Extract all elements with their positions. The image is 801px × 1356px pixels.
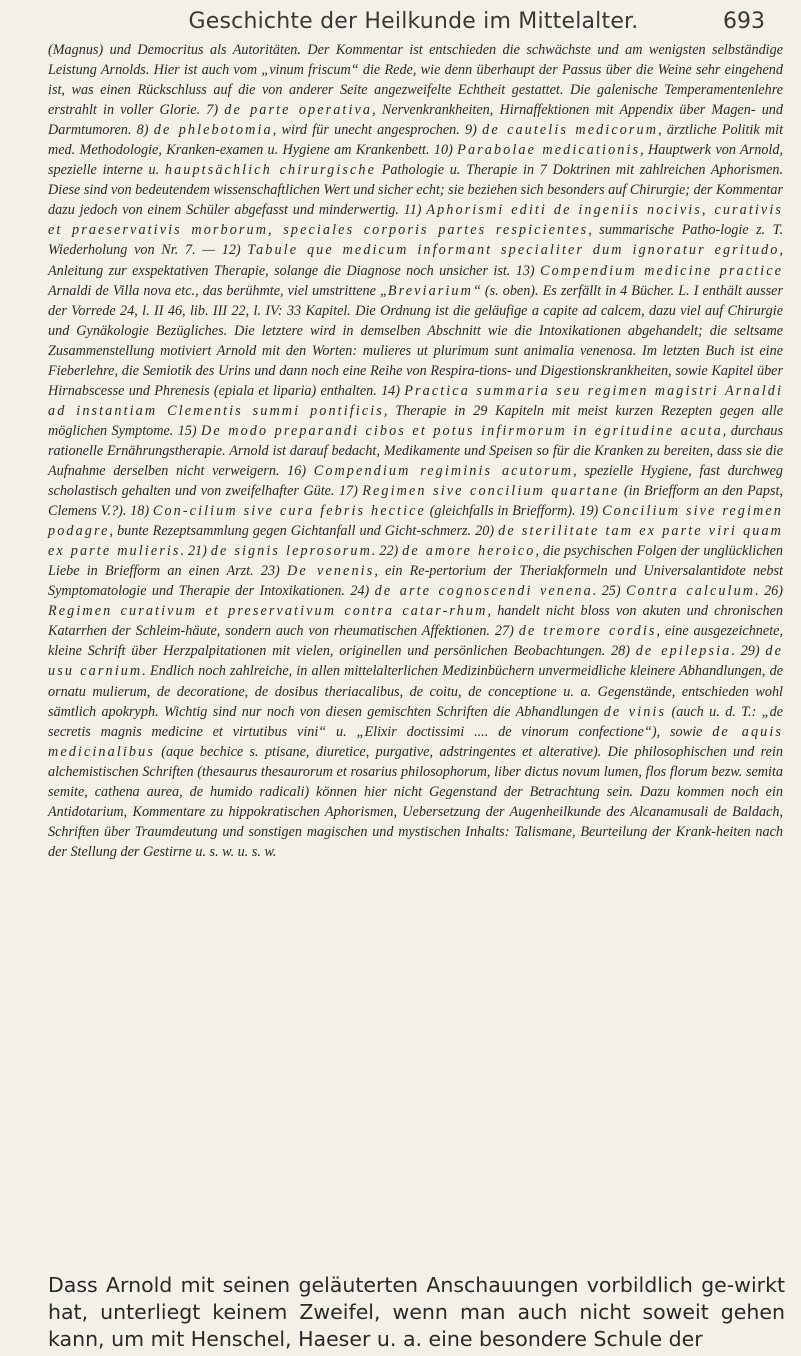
main-paragraph: Dass Arnold mit seinen geläuterten Anschauungen vorbildlich ge-wirkt hat, unterliegt keinem Zweifel, wenn man auch nicht soweit gehen kann, um mit Henschel, Haeser u. a. eine besondere Schule der xyxy=(48,1273,785,1351)
text-segment: Pathologie u. Therapie in 7 Doktrinen mit zahlreichen Aphorismen. Diese sind von bedeutendem wissenschaftlichen Wert und sicher echt; sie beziehen sich besonders auf Chirurgie; der Kommentar dazu jedoch von einem Schüler abgefasst und minderwertig. 11) xyxy=(48,162,784,219)
spaced-title-segment: de tremore cordis xyxy=(518,623,657,640)
spaced-title-segment: Regimen curativum et preservativum contra catar-rhum xyxy=(48,603,488,620)
text-segment: . 26) xyxy=(755,583,783,600)
running-title: Geschichte der Heilkunde im Mittelalter. xyxy=(188,8,639,34)
text-segment: , Hauptwerk von Arnold, spezielle interne u. xyxy=(48,142,784,179)
spaced-title-segment: De venenis xyxy=(287,563,375,580)
text-segment: , die psychischen Folgen der unglücklichen Liebe in Briefform an einen Arzt. 23) xyxy=(48,543,783,580)
spaced-title-segment: de signis leprosorum xyxy=(210,543,372,560)
text-segment: Arnaldi de Villa nova etc., das berühmte, viel umstrittene „ xyxy=(48,282,388,299)
spaced-title-segment: de phlebotomia xyxy=(153,122,273,139)
spaced-title-segment: de arte cognoscendi venena xyxy=(374,583,593,600)
text-segment: , bunte Rezeptsammlung gegen Gichtanfall und Gicht-schmerz. 20) xyxy=(109,523,499,540)
spaced-title-segment: Parabolae medicationis xyxy=(457,142,641,159)
spaced-title-segment: de sterilitate tam ex parte viri quam ex parte mulieris xyxy=(48,523,783,560)
spaced-title-segment: Compendium regiminis acutorum xyxy=(313,462,574,479)
text-segment: , eine ausgezeichnete, kleine Schrift über Herzpalpitationen mit vielen, originellen und persönlichen Beobachtungen. 28) xyxy=(48,623,783,660)
small-print-paragraph xyxy=(48,40,783,862)
page-number: 693 xyxy=(723,8,765,34)
text-segment: . 29) xyxy=(731,643,766,660)
spaced-title-segment: Compendium medicine practice xyxy=(540,262,784,279)
text-segment: , Therapie in 29 Kapiteln mit meist kurzen Rezepten gegen alle möglichen Symptome. 15) xyxy=(48,402,783,439)
text-segment: (aque bechice s. ptisane, diuretice, purgative, adstringentes et alterative). Die philosophischen und rein alchemistischen Schriften (thesaurus thesaurorum et rosarius philosophorum, liber dictus novum lumen, flos florum bezw. semita semite, cathena aurea, de humido radicali) können hier nicht Gegenstand der Betrachtung sein. Dazu kommen noch ein Antidotarium, Kommentare zu hippokratischen Aphorismen, Uebersetzung der Augenheilkunde des Alcanamusali de Baldach, Schriften über Traumdeutung und sonstigen magischen und mystischen Inhalts: Talismane, Beurteilung der Krank-heiten nach der Stellung der Gestirne u. s. w. u. s. w. xyxy=(48,743,783,860)
spaced-title-segment: de aquis medicinalibus xyxy=(48,723,783,760)
spaced-title-segment: Aphorismi editi de ingeniis nocivis, curativis et praeservativis morborum, speciales corporis partes respicientes xyxy=(48,202,783,239)
spaced-title-segment: Concilium sive regimen podagre xyxy=(48,503,783,540)
text-segment: . 21) xyxy=(180,543,211,560)
spaced-title-segment: de vinis xyxy=(603,703,667,720)
text-segment: . Endlich noch zahlreiche, in allen mittelalterlichen Medizinbüchern unvermeidliche kleinere Abhandlungen, de ornatu mulierum, de decoratione, de dosibus theriacalibus, de coitu, de conceptione u. a. Gegenstände, entschieden wohl sämtlich apokryph. Wichtig sind nur noch von diesen gemischten Schriften die Abhandlungen xyxy=(48,663,783,720)
text-segment: “ (s. oben). Es zerfällt in 4 Bücher. L. I enthält ausser der Vorrede 24, l. II 46, lib. III 22, l. IV: 33 Kapitel. Die Ordnung ist die geläufige a capite ad calcem, dazu viel auf Chirurgie und Gynäkologie Bezügliches. Die letztere wird in demselben Abschnitt wie die Intoxikationen abgehandelt; die seltsame Zusammenstellung motiviert Arnold mit den Worten: mulieres ut plurimum sunt animalia venenosa. Im letzten Buch ist eine Fieberlehre, die Semiotik des Urins und dann noch eine Reihe von Respira-tions- und Digestionskrankheiten, sowie Kapitel über Hirnabscesse und Phrenesis (epiala et liparia) enthalten. 14) xyxy=(48,282,783,399)
spaced-title-segment: Practica summaria seu regimen magistri Arnaldi ad instantiam Clementis summi pontificis xyxy=(48,382,783,419)
spaced-title-segment: de usu carnium xyxy=(48,643,783,680)
text-segment: , wird für unecht angesprochen. 9) xyxy=(272,122,483,139)
spaced-title-segment: hauptsächlich chirurgische xyxy=(164,162,376,179)
spaced-title-segment: Regimen sive concilium quartane xyxy=(362,483,620,500)
text-segment: . 25) xyxy=(592,583,627,600)
spaced-title-segment: Tabule que medicum informant specialiter dum ignoratur egritudo xyxy=(247,242,780,259)
text-segment: , spezielle Hygiene, fast durchweg scholastisch gehalten und von zweifelhafter Güte. 17) xyxy=(48,462,784,500)
text-segment: , summarische Patho-logie z. T. Wiederholung von Nr. 7. — 12) xyxy=(48,222,784,259)
text-segment: , Anleitung zur exspektativen Therapie, solange die Diagnose noch unsicher ist. 13) xyxy=(48,242,784,279)
text-segment: (in Briefform an den Papst, Clemens V.?). 18) xyxy=(48,483,784,520)
text-segment: (auch u. d. T.: „de secretis magnis medicine et virtutibus vini“ u. „Elixir doctissimi .... de vinorum confectione“), sowie xyxy=(48,703,783,740)
text-segment: , Nervenkrankheiten, Hirnaffektionen mit Appendix über Magen- und Darmtumoren. 8) xyxy=(48,102,783,139)
text-segment: , ärztliche Politik mit med. Methodologie, Kranken-examen u. Hygiene am Krankenbett. 10) xyxy=(48,122,784,159)
spaced-title-segment: Con-cilium sive cura febris hectice xyxy=(152,503,426,520)
text-segment: , handelt nicht bloss von akuten und chronischen Katarrhen der Schleim-häute, sondern auch von rheumatischen Affektionen. 27) xyxy=(48,603,783,640)
spaced-title-segment: Breviarium xyxy=(387,282,473,299)
spaced-title-segment: de cautelis medicorum xyxy=(482,122,659,139)
text-segment: (Magnus) und Democritus als Autoritäten. Der Kommentar ist entschieden die schwächste und am wenigsten selbständige Leistung Arnolds. Hier ist auch vom „vinum friscum“ die Rede, wie denn überhaupt der Passus über die Weine sehr eingehend ist, was einen Rückschluss auf die von anderer Seite angezweifelte Echtheit gestattet. Die galenische Temperamentenlehre erstrahlt in voller Glorie. 7) xyxy=(48,42,783,119)
text-segment: , durchaus rationelle Ernährungstherapie. Arnold ist darauf bedacht, Medikamente und Speisen so für die Kranken zu bereiten, dass sie die Aufnahme derselben nicht verweigern. 16) xyxy=(48,422,783,479)
text-segment: (gleichfalls in Briefform). 19) xyxy=(425,503,603,520)
spaced-title-segment: de epilepsia xyxy=(635,643,732,660)
text-segment: . 22) xyxy=(371,543,403,560)
spaced-title-segment: de amore heroico xyxy=(402,543,536,560)
spaced-title-segment: de parte operativa xyxy=(224,102,373,119)
spaced-title-segment: Contra calculum xyxy=(626,583,756,600)
spaced-title-segment: De modo preparandi cibos et potus infirmorum in egritudine acuta xyxy=(201,422,723,439)
text-segment: , ein Re-pertorium der Theriakformeln und Universalantidote nebst Symptomatologie und Therapie der Intoxikationen. 24) xyxy=(48,563,783,600)
page-header xyxy=(50,4,765,38)
